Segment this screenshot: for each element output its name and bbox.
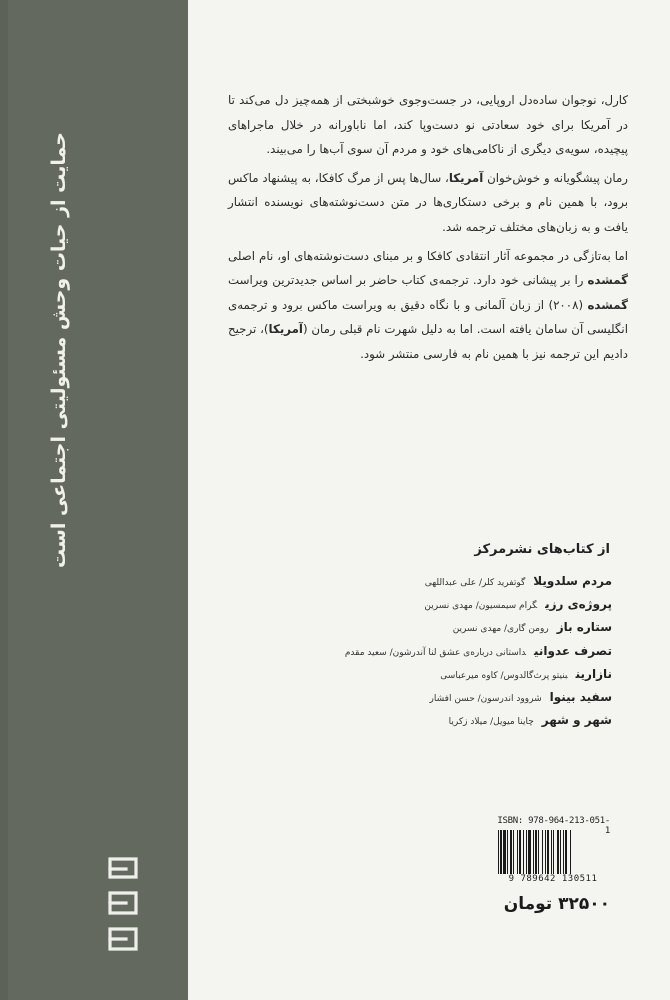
spine-slogan [42, 70, 76, 630]
book-author: چاینا میویل/ میلاد زکریا [448, 717, 534, 728]
barcode-bar [535, 830, 537, 874]
barcode-bar [510, 830, 512, 874]
barcode-bar [545, 830, 546, 874]
barcode-bar [533, 830, 534, 874]
blurb-p3-e: (۲۰۰۸) از زبان آلمانی و با نگاه دقیق به ویراست ماکس برود و ترجمه‌ی انگلیسی آن سامان یافته است. اما به دلیل شهرت نام قبلی رمان ( [228, 297, 628, 337]
barcode-bar [517, 830, 518, 874]
list-item [330, 638, 612, 661]
book-author: رومن گاری/ مهدی نسرین [452, 624, 549, 635]
barcode-bar [519, 830, 521, 874]
blurb-paragraph-3 [228, 244, 628, 367]
blurb-p3-f: آمریکا [268, 322, 303, 337]
blurb-p3-b: گمشده [587, 273, 628, 288]
isbn-label: ISBN: 978-964-213-051-1 [497, 816, 610, 836]
barcode-bar [560, 830, 561, 874]
book-list [330, 568, 612, 730]
spine-band-inner [8, 0, 188, 1000]
barcode-bar [547, 830, 549, 874]
book-author: بنیتو پرث‌گالدوس/ کاوه میرعباسی [440, 670, 568, 681]
barcode-bar [503, 830, 506, 874]
barcode-bar [553, 830, 554, 874]
book-title: نازارین [575, 666, 612, 681]
spine-slogan-text: حمایت از حیات وحش مسئولیتی اجتماعی است [48, 132, 70, 568]
barcode-bar [528, 830, 531, 874]
blurb-p3-d: گمشده [587, 297, 628, 312]
list-item [330, 707, 612, 730]
barcode-bar [557, 830, 559, 874]
spine-band [0, 0, 188, 1000]
book-author: داستانی درباره‌ی عشق لنا آندرشون/ سعید مقدم [344, 647, 526, 658]
book-title: ستاره باز [556, 620, 612, 635]
barcode-bar [507, 830, 508, 874]
blurb-p3-a: اما به‌تازگی در مجموعه آثار انتقادی کافکا و بر مبنای دست‌نوشته‌های او، نام اصلی [228, 248, 628, 263]
barcode-bar [538, 830, 539, 874]
blurb-text [228, 88, 628, 371]
blurb-p3-c: را بر پیشانی خود دارد. ترجمه‌ی کتاب حاضر بر اساس جدیدترین ویراست [228, 273, 588, 288]
price-label: ۳۲۵۰۰ تومان [503, 894, 610, 914]
book-title: تصرف عدوانی [533, 643, 612, 658]
list-item [330, 568, 612, 591]
barcode-bar [523, 830, 524, 874]
book-author: شروود اندرسون/ حسن افشار [429, 693, 542, 704]
barcode-bar [513, 830, 514, 874]
book-title: مردم سلدویلا [533, 574, 612, 588]
barcode-bar [570, 830, 571, 874]
list-heading: از کتاب‌های نشرمرکز [474, 542, 610, 557]
book-title: پروژه‌ی رزی [545, 597, 612, 612]
barcode-bar [498, 830, 499, 874]
blurb-p2-pre: رمان پیشگویانه و خوش‌خوان [483, 170, 629, 185]
book-title: سفید بینوا [549, 689, 612, 704]
blurb-p2-bold: آمریکا [448, 170, 484, 185]
blurb-p2-post: ، سال‌ها پس از مرگ کافکا، به پیشنهاد ماکس برود، با همین نام و برخی دستکاری‌ها در متن دست‌نوشته‌های نویسنده انتشار یافت و به زبان‌های مختلف ترجمه شد. [228, 170, 628, 234]
list-item [330, 684, 612, 707]
barcode-bar [500, 830, 502, 874]
barcode-bar [526, 830, 527, 874]
barcode-bar [565, 830, 567, 874]
barcode-bar [542, 830, 543, 874]
barcode-bar [551, 830, 552, 874]
book-author: گرام سیمسیون/ مهدی نسرین [424, 601, 538, 612]
barcode-digits: 9 789642 130511 [508, 874, 598, 884]
barcode [496, 830, 610, 874]
blurb-p3-g: )، ترجیح دادیم این ترجمه نیز با همین نام به فارسی منتشر شود. [228, 322, 628, 361]
barcode-bar [563, 830, 564, 874]
book-author: گوتفرید کلر/ علی عبداللهی [424, 578, 526, 588]
book-title: شهر و شهر [541, 713, 612, 728]
list-item [330, 661, 612, 684]
list-item [330, 591, 612, 614]
publisher-logo-icon [106, 855, 140, 965]
blurb-paragraph-1: کارل، نوجوان ساده‌دل اروپایی، در جست‌وجوی خوشبختی از همه‌چیز دل می‌کند تا در آمریکا برای خود سعادتی نو دست‌وپا کند، اما ناباورانه در خلال ماجراهای پیچیده، سویه‌ی دیگری از ناکامی‌های خود و مردم آن سوی آب‌ها را می‌بیند. [228, 93, 628, 157]
list-item [330, 614, 612, 637]
blurb-paragraph-2 [228, 166, 628, 240]
